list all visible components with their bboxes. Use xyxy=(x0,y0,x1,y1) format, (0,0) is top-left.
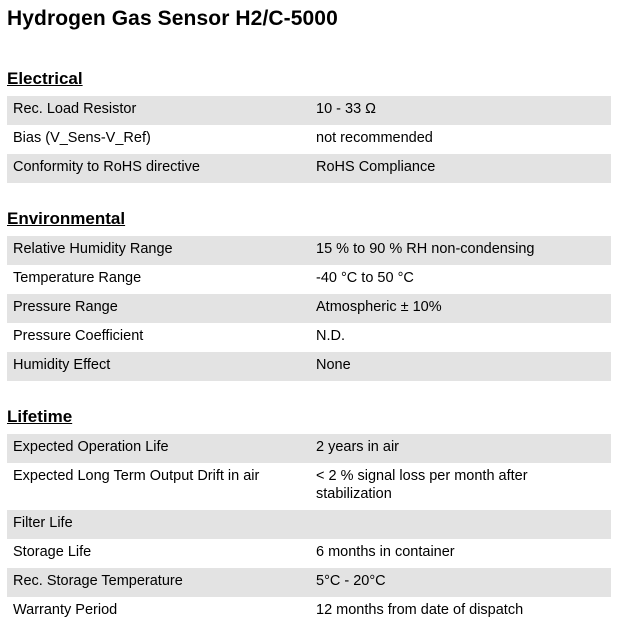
row-label: Relative Humidity Range xyxy=(13,241,173,257)
row-value: < 2 % signal loss per month after stabilization xyxy=(316,468,528,502)
page-title: Hydrogen Gas Sensor H2/C-5000 xyxy=(7,7,338,30)
row-label: Temperature Range xyxy=(13,270,142,286)
row-label: Storage Life xyxy=(13,544,92,560)
row-value: 12 months from date of dispatch xyxy=(316,602,524,618)
row-value: None xyxy=(316,357,351,373)
row-value: 15 % to 90 % RH non-condensing xyxy=(316,241,535,257)
section-lifetime xyxy=(7,406,611,626)
table-row xyxy=(7,352,611,381)
row-label: Pressure Coefficient xyxy=(13,328,144,344)
table-row xyxy=(7,568,611,597)
table-row xyxy=(7,434,611,463)
row-value xyxy=(309,510,611,539)
section-heading-lifetime: Lifetime xyxy=(7,407,73,426)
section-electrical xyxy=(7,68,611,183)
row-value: -40 °C to 50 °C xyxy=(316,270,414,286)
row-value: N.D. xyxy=(316,328,345,344)
row-label: Humidity Effect xyxy=(13,357,111,373)
table-row xyxy=(7,597,611,626)
table-row xyxy=(7,154,611,183)
table-row xyxy=(7,265,611,294)
section-heading-electrical: Electrical xyxy=(7,69,83,88)
row-label: Warranty Period xyxy=(13,602,118,618)
table-row xyxy=(7,294,611,323)
row-label: Rec. Load Resistor xyxy=(13,101,137,117)
row-value: 10 - 33 Ω xyxy=(316,101,377,117)
table-row xyxy=(7,236,611,265)
row-label: Expected Operation Life xyxy=(13,439,169,455)
row-label: Expected Long Term Output Drift in air xyxy=(13,468,260,484)
row-label: Pressure Range xyxy=(13,299,118,315)
section-heading-environmental: Environmental xyxy=(7,209,126,228)
section-environmental xyxy=(7,208,611,381)
table-row xyxy=(7,125,611,154)
table-row xyxy=(7,96,611,125)
table-row xyxy=(7,539,611,568)
row-value: 2 years in air xyxy=(316,439,400,455)
row-label: Conformity to RoHS directive xyxy=(13,159,200,175)
row-value: 6 months in container xyxy=(316,544,455,560)
table-row xyxy=(7,323,611,352)
row-value: RoHS Compliance xyxy=(316,159,436,175)
row-value: Atmospheric ± 10% xyxy=(316,299,442,315)
row-label: Filter Life xyxy=(13,515,73,531)
table-row xyxy=(7,463,611,510)
row-label: Rec. Storage Temperature xyxy=(13,573,183,589)
row-value: 5°C - 20°C xyxy=(316,573,386,589)
row-label: Bias (V_Sens-V_Ref) xyxy=(13,130,151,146)
table-row xyxy=(7,510,611,539)
row-value: not recommended xyxy=(316,130,433,146)
